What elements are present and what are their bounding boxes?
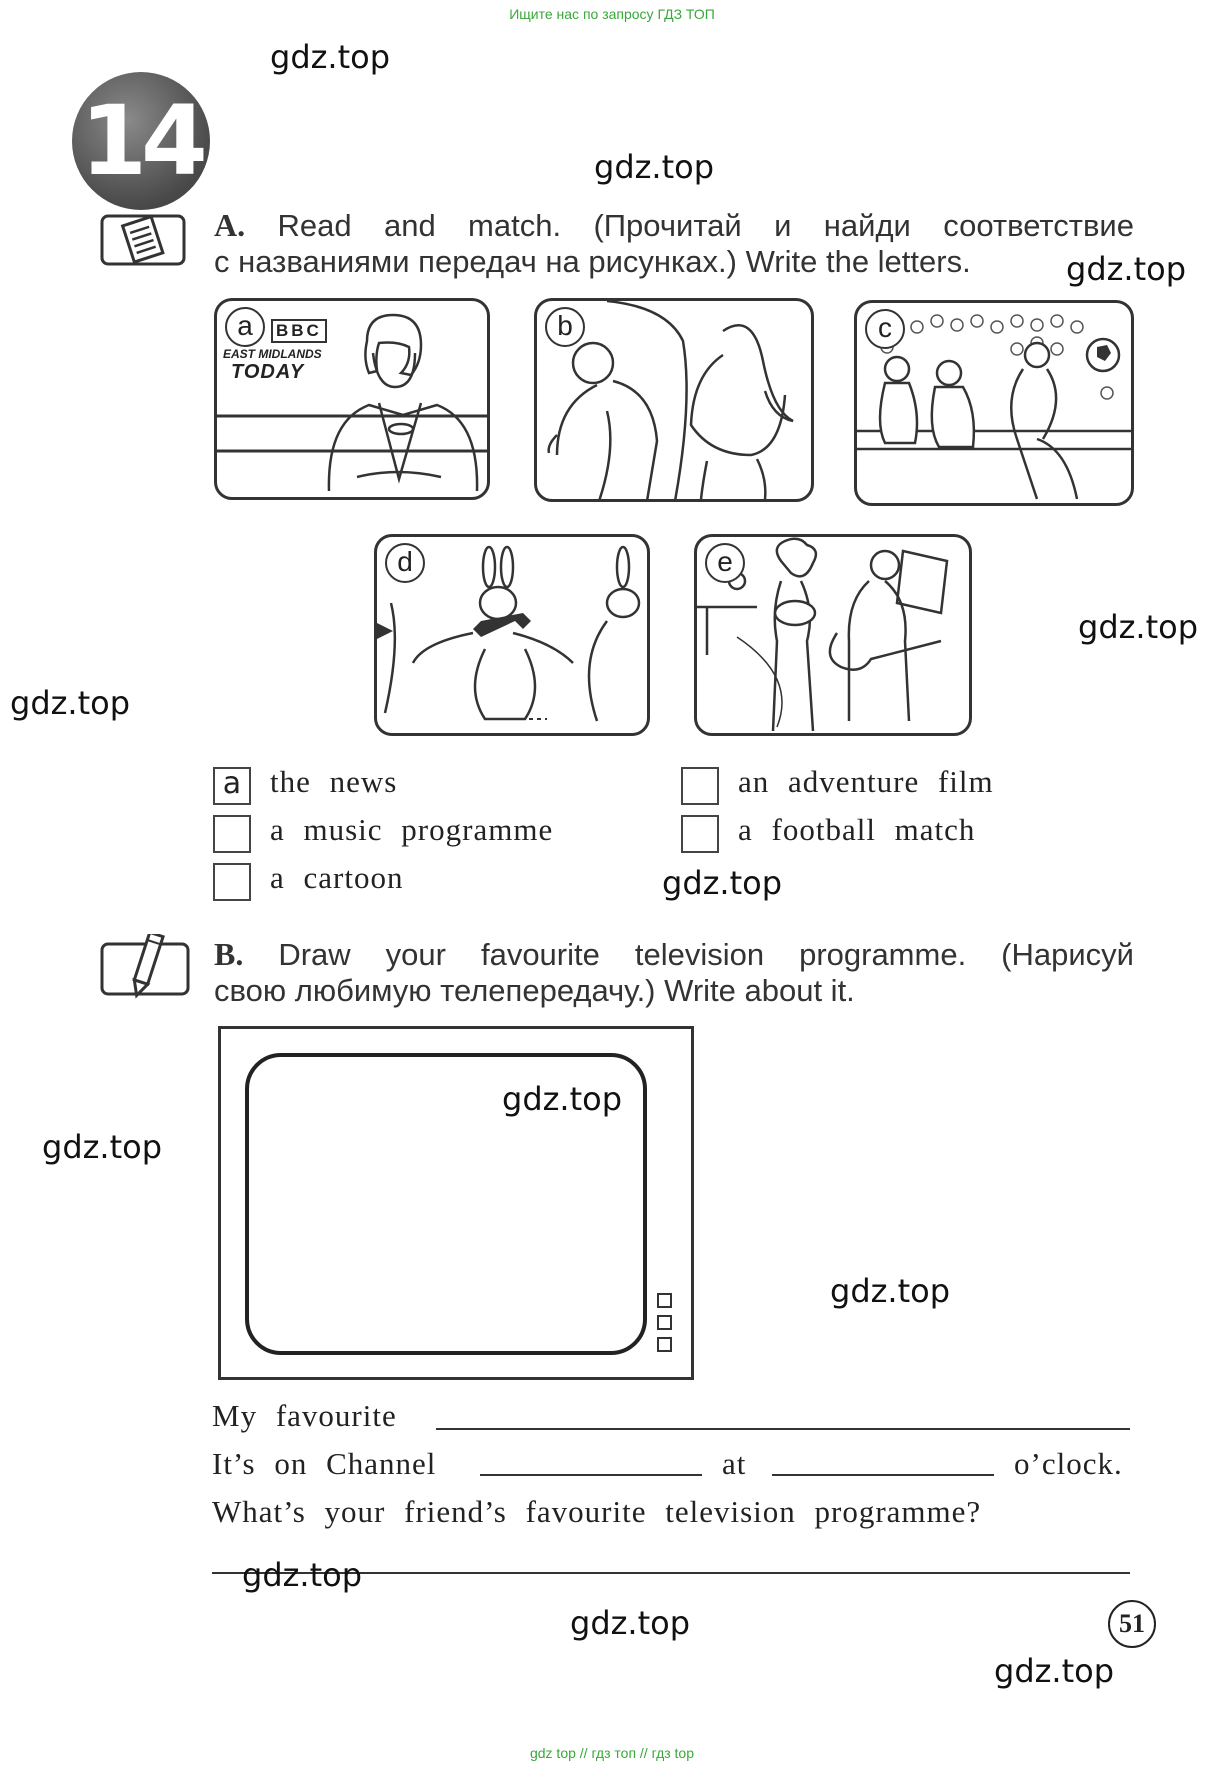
picture-c-football [854,300,1134,506]
channel-label: It’s on Channel [212,1446,437,1481]
tv-button [657,1337,672,1352]
task-b-letter: B. [214,936,244,972]
option-adventure-film: an adventure film [738,764,994,799]
watermark-text: gdz.top [270,38,391,76]
unit-number-badge: 14 [72,72,210,210]
picture-letter-c: c [865,309,905,349]
tv-button [657,1293,672,1308]
watermark-text: gdz.top [830,1272,951,1310]
answer-box-cartoon[interactable] [213,863,251,901]
picture-letter-b: b [545,307,585,347]
answer-box-music-programme[interactable] [213,815,251,853]
picture-letter-e: e [705,543,745,583]
oclock-label: o’clock. [1014,1446,1123,1481]
time-blank[interactable] [772,1474,994,1476]
page-number: 51 [1108,1600,1156,1648]
answer-box-football-match[interactable] [681,815,719,853]
answer-box-adventure-film[interactable] [681,767,719,805]
watermark-text: gdz.top [1066,250,1187,288]
task-b-line1: Draw your favourite television programme. (Нарисуй [278,937,1134,972]
task-b-instructions [214,936,1134,1009]
option-football-match: a football match [738,812,976,847]
option-news: the news [270,764,398,799]
watermark-text: gdz.top [10,684,131,722]
watermark-text: gdz.top [594,148,715,186]
watermark-text: gdz.top [502,1080,623,1118]
top-search-link[interactable]: Ищите нас по запросу ГДЗ ТОП [509,6,715,22]
task-a-instructions [214,207,1134,280]
bbc-logo: BBC [271,319,327,343]
watermark-text: gdz.top [42,1128,163,1166]
answer-box-news[interactable]: a [213,767,251,805]
programme-name-text: TODAY [231,361,305,383]
channel-blank[interactable] [480,1474,702,1476]
picture-letter-a: a [225,307,265,347]
watermark-text: gdz.top [570,1604,691,1642]
my-favourite-label: My favourite [212,1398,397,1433]
notebook-icon [100,212,188,268]
watermark-text: gdz.top [662,864,783,902]
pencil-icon [100,934,192,1000]
my-favourite-blank[interactable] [436,1428,1130,1430]
tv-button [657,1315,672,1330]
option-music-programme: a music programme [270,812,554,847]
watermark-text: gdz.top [1078,608,1199,646]
option-cartoon: a cartoon [270,860,404,895]
watermark-text: gdz.top [242,1556,363,1594]
channel-name-text: EAST MIDLANDS [223,347,322,361]
picture-a-news [214,298,490,500]
task-b-line2: свою любимую телепередачу.) Write about it. [214,973,855,1008]
watermark-text: gdz.top [994,1652,1115,1690]
at-label: at [722,1446,747,1481]
friend-question: What’s your friend’s favourite television programme? [212,1494,982,1529]
task-a-letter: A. [214,207,246,243]
tv-drawing-frame[interactable] [218,1026,694,1380]
task-a-line1: Read and match. (Прочитай и найди соответствие [277,208,1134,243]
picture-d-cartoon [374,534,650,736]
task-a-line2: с названиями передач на рисунках.) Write the letters. [214,244,971,279]
picture-letter-d: d [385,543,425,583]
footer-links[interactable]: gdz top // гдз топ // гдз top [529,1745,695,1761]
picture-b-adventure [534,298,814,502]
picture-e-music [694,534,972,736]
